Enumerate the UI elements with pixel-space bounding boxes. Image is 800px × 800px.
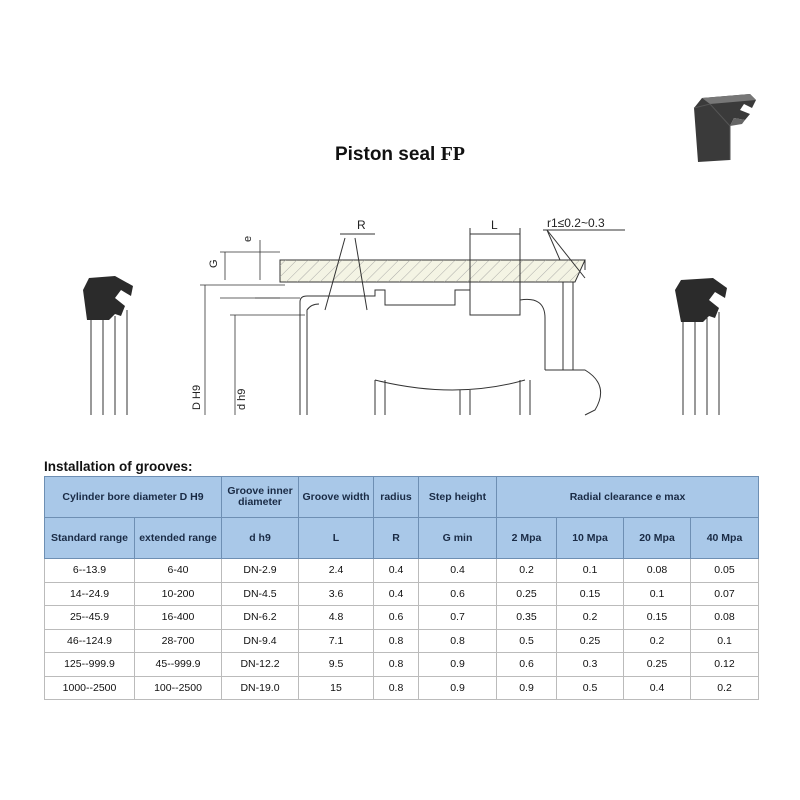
table-cell: 2.4 bbox=[299, 559, 374, 583]
table-cell: 0.12 bbox=[691, 653, 759, 677]
table-cell: 0.07 bbox=[691, 582, 759, 606]
left-seal-profile bbox=[83, 276, 133, 415]
table-cell: 0.9 bbox=[419, 676, 497, 700]
header-L: L bbox=[299, 518, 374, 559]
label-R: R bbox=[357, 218, 366, 232]
table-cell: 7.1 bbox=[299, 629, 374, 653]
table-row bbox=[45, 629, 759, 653]
table-cell: 0.3 bbox=[557, 653, 624, 677]
table-row bbox=[45, 653, 759, 677]
table-cell: 0.4 bbox=[374, 559, 419, 583]
header-20mpa: 20 Mpa bbox=[624, 518, 691, 559]
table-cell: 0.2 bbox=[557, 606, 624, 630]
table-cell: 3.6 bbox=[299, 582, 374, 606]
table-row bbox=[45, 676, 759, 700]
label-L: L bbox=[491, 218, 498, 232]
header-radius: radius bbox=[374, 477, 419, 518]
table-cell: 0.8 bbox=[374, 629, 419, 653]
section-title: Installation of grooves: bbox=[44, 459, 193, 474]
table-cell: 0.2 bbox=[624, 629, 691, 653]
table-header-row-1 bbox=[45, 477, 759, 518]
header-bore: Cylinder bore diameter D H9 bbox=[45, 477, 222, 518]
table-cell: 0.1 bbox=[624, 582, 691, 606]
table-cell: 45--999.9 bbox=[135, 653, 222, 677]
table-cell: 14--24.9 bbox=[45, 582, 135, 606]
table-cell: 25--45.9 bbox=[45, 606, 135, 630]
table-cell: 0.9 bbox=[497, 676, 557, 700]
header-extended: extended range bbox=[135, 518, 222, 559]
table-cell: 100--2500 bbox=[135, 676, 222, 700]
table-cell: 46--124.9 bbox=[45, 629, 135, 653]
table-cell: 0.15 bbox=[557, 582, 624, 606]
table-cell: 0.08 bbox=[624, 559, 691, 583]
table-cell: 0.1 bbox=[691, 629, 759, 653]
table-cell: DN-6.2 bbox=[222, 606, 299, 630]
table-cell: 15 bbox=[299, 676, 374, 700]
label-DH9: D H9 bbox=[191, 384, 203, 410]
table-cell: 0.8 bbox=[374, 653, 419, 677]
label-dh9: d h9 bbox=[236, 388, 248, 410]
table-cell: 0.1 bbox=[557, 559, 624, 583]
header-groove-inner: Groove inner diameter bbox=[222, 477, 299, 518]
table-cell: 0.6 bbox=[419, 582, 497, 606]
cylinder-wall bbox=[280, 260, 585, 282]
table-cell: 0.08 bbox=[691, 606, 759, 630]
table-cell: DN-12.2 bbox=[222, 653, 299, 677]
table-cell: 28-700 bbox=[135, 629, 222, 653]
title-text: Piston seal bbox=[334, 144, 436, 165]
table-cell: 4.8 bbox=[299, 606, 374, 630]
title-code: FP bbox=[440, 143, 466, 165]
table-cell: DN-19.0 bbox=[222, 676, 299, 700]
header-2mpa: 2 Mpa bbox=[497, 518, 557, 559]
page-title bbox=[0, 143, 800, 166]
table-cell: 0.05 bbox=[691, 559, 759, 583]
header-dh9: d h9 bbox=[222, 518, 299, 559]
table-cell: 0.5 bbox=[497, 629, 557, 653]
header-10mpa: 10 Mpa bbox=[557, 518, 624, 559]
label-G: G bbox=[208, 259, 220, 268]
table-cell: 6--13.9 bbox=[45, 559, 135, 583]
table-cell: 0.7 bbox=[419, 606, 497, 630]
label-r1: r1≤0.2~0.3 bbox=[547, 216, 605, 230]
table-cell: 10-200 bbox=[135, 582, 222, 606]
table-cell: DN-9.4 bbox=[222, 629, 299, 653]
table-cell: 0.4 bbox=[374, 582, 419, 606]
label-e: e bbox=[242, 235, 254, 242]
table-cell: 125--999.9 bbox=[45, 653, 135, 677]
table-cell: 0.8 bbox=[419, 629, 497, 653]
table-cell: 0.25 bbox=[497, 582, 557, 606]
groove-table bbox=[44, 476, 759, 700]
table-cell: 0.35 bbox=[497, 606, 557, 630]
header-R: R bbox=[374, 518, 419, 559]
table-cell: 9.5 bbox=[299, 653, 374, 677]
header-groove-width: Groove width bbox=[299, 477, 374, 518]
header-radial: Radial clearance e max bbox=[497, 477, 759, 518]
table-cell: 16-400 bbox=[135, 606, 222, 630]
table-cell: 0.4 bbox=[419, 559, 497, 583]
right-seal-profile bbox=[675, 278, 727, 415]
table-cell: 0.15 bbox=[624, 606, 691, 630]
table-cell: DN-4.5 bbox=[222, 582, 299, 606]
header-standard: Standard range bbox=[45, 518, 135, 559]
table-cell: DN-2.9 bbox=[222, 559, 299, 583]
header-40mpa: 40 Mpa bbox=[691, 518, 759, 559]
table-cell: 0.4 bbox=[624, 676, 691, 700]
table-cell: 0.2 bbox=[691, 676, 759, 700]
header-gmin: G min bbox=[419, 518, 497, 559]
table-cell: 0.9 bbox=[419, 653, 497, 677]
table-row bbox=[45, 582, 759, 606]
seal-isometric-illustration bbox=[690, 90, 770, 165]
table-cell: 0.5 bbox=[557, 676, 624, 700]
table-cell: 0.25 bbox=[624, 653, 691, 677]
table-header-row-2 bbox=[45, 518, 759, 559]
table-cell: 6-40 bbox=[135, 559, 222, 583]
table-cell: 1000--2500 bbox=[45, 676, 135, 700]
piston-groove-outline bbox=[300, 228, 625, 415]
groove-installation-drawing bbox=[75, 210, 735, 425]
table-cell: 0.6 bbox=[497, 653, 557, 677]
table-cell: 0.6 bbox=[374, 606, 419, 630]
table-cell: 0.2 bbox=[497, 559, 557, 583]
table-cell: 0.25 bbox=[557, 629, 624, 653]
table-row bbox=[45, 606, 759, 630]
table-row bbox=[45, 559, 759, 583]
header-step: Step height bbox=[419, 477, 497, 518]
table-cell: 0.8 bbox=[374, 676, 419, 700]
